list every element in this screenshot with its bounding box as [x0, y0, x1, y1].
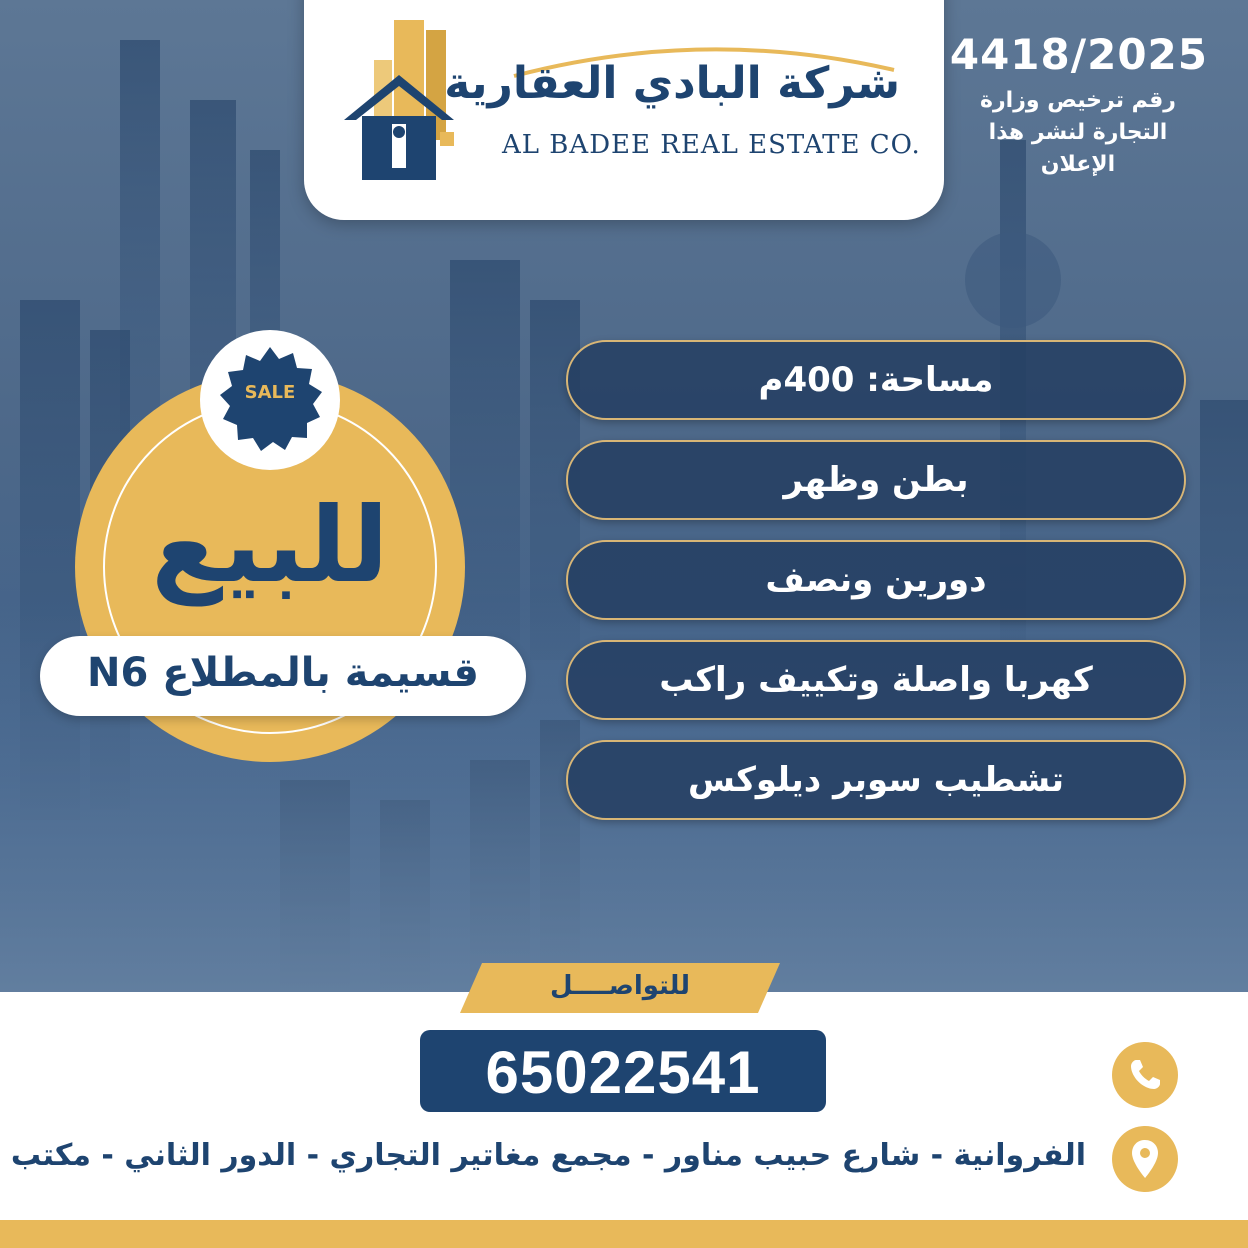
license-line-3: الإعلان: [1040, 152, 1116, 177]
footer-gold-bar: [0, 1220, 1248, 1248]
feature-label: تشطيب سوبر ديلوكس: [688, 760, 1064, 800]
license-number: 4418/2025: [949, 30, 1208, 79]
feature-label: كهربا واصلة وتكييف راكب: [659, 660, 1093, 700]
location-icon-circle[interactable]: [1112, 1126, 1178, 1192]
feature-label: بطن وظهر: [783, 460, 969, 500]
phone-number: 65022541: [485, 1039, 761, 1106]
feature-label: مساحة: 400م: [758, 360, 994, 400]
features-list: [566, 340, 1186, 840]
contact-tab-label: للتواصــــل: [549, 971, 691, 1001]
location-pin-icon: [1112, 1126, 1178, 1192]
license-info: [948, 30, 1208, 181]
company-name-arabic: شركة البادي العقارية: [444, 58, 900, 109]
feature-finishing: [566, 740, 1186, 820]
sale-label: SALE: [244, 382, 296, 403]
feature-area: [566, 340, 1186, 420]
phone-icon: [1112, 1042, 1178, 1108]
feature-label: دورين ونصف: [765, 560, 987, 600]
license-line-1: رقم ترخيص وزارة: [980, 88, 1176, 113]
logo-card: [304, 0, 944, 220]
feature-front-back: [566, 440, 1186, 520]
sale-badge: [200, 330, 340, 470]
feature-utilities: [566, 640, 1186, 720]
company-name-english: AL BADEE REAL ESTATE CO.: [502, 130, 921, 160]
phone-icon-circle[interactable]: [1112, 1042, 1178, 1108]
feature-floors: [566, 540, 1186, 620]
office-address: الفروانية - شارع حبيب مناور - مجمع مغاتير التجاري - الدور الثاني - مكتب: [10, 1138, 1086, 1173]
license-text: [948, 85, 1208, 181]
contact-tab: [460, 963, 780, 1013]
for-sale-headline: للبيع: [151, 484, 389, 606]
plot-location-text: قسيمة بالمطلاع N6: [87, 650, 479, 696]
plot-location-pill: [40, 636, 526, 716]
license-line-2: التجارة لنشر هذا: [988, 120, 1168, 145]
phone-number-box[interactable]: [420, 1030, 826, 1112]
